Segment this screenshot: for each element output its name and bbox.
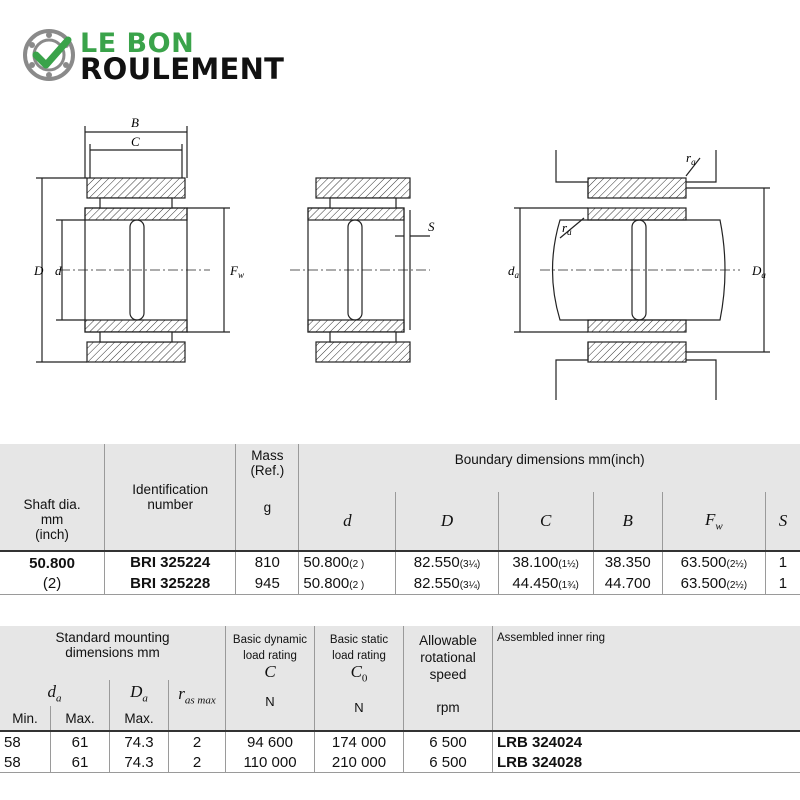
identification-header — [105, 444, 236, 551]
B-cell: 44.700 — [593, 573, 662, 595]
D-value: 82.550 — [413, 554, 460, 571]
S-cell: 1 — [765, 551, 800, 573]
Fw-cell — [662, 573, 765, 595]
da-max-cell: 61 — [51, 731, 110, 752]
fw-sub: w — [715, 520, 723, 533]
speed-cell: 6 500 — [404, 752, 493, 773]
Da-max-cell: 74.3 — [110, 752, 169, 773]
C-cell: 94 600 — [226, 731, 315, 752]
dim-d-label: d — [55, 263, 62, 278]
brand-line2: ROULEMENT — [80, 52, 285, 86]
d-value: 50.800 — [303, 554, 350, 571]
ras-symbol: r — [178, 684, 185, 703]
Da-sub: a — [142, 692, 148, 705]
shaft-dia-label: Shaft dia. — [23, 497, 81, 512]
C-inch: (1¾) — [558, 580, 579, 591]
shaft-mm-label: mm — [40, 512, 64, 527]
stat-sub: 0 — [361, 672, 368, 685]
mass-cell: 945 — [236, 573, 299, 595]
bearing-section-1 — [36, 126, 230, 362]
Da-header — [110, 680, 169, 706]
col-C-header: C — [498, 492, 593, 551]
stat-line1: Basic static — [329, 634, 389, 646]
D-value: 82.550 — [413, 575, 460, 592]
mount-line2: dimensions mm — [65, 645, 160, 660]
ident-line1: Identification — [132, 482, 209, 497]
da-min-cell: 58 — [4, 733, 21, 751]
D-cell — [396, 551, 498, 573]
C-value: 38.100 — [512, 554, 559, 571]
Fw-cell — [662, 551, 765, 573]
stat-unit: N — [354, 700, 364, 716]
C0-cell: 174 000 — [315, 731, 404, 752]
D-cell — [396, 573, 498, 595]
brand-logo — [22, 28, 302, 88]
mass-line1: Mass — [251, 448, 284, 463]
dim-B-label: B — [131, 115, 139, 130]
col-d-header: d — [299, 492, 396, 551]
C-inch: (1½) — [558, 559, 579, 570]
id-cell: BRI 325228 — [105, 573, 236, 595]
id-cell: BRI 325224 — [105, 551, 236, 573]
shaft-value-cell — [0, 551, 105, 595]
dim-Da-label: $D_a$ — [752, 263, 766, 280]
speed-cell: 6 500 — [404, 731, 493, 752]
dim-C-label: C — [131, 134, 140, 149]
dynamic-load-header — [226, 626, 315, 731]
shaft-inch-label: (inch) — [35, 527, 69, 542]
mounting-section — [514, 150, 770, 400]
col-D-header: D — [396, 492, 498, 551]
dim-da-label: $d_a$ — [508, 263, 519, 280]
d-inch: (2 ) — [349, 559, 365, 570]
S-cell: 1 — [765, 573, 800, 595]
dyn-line2: load rating — [243, 650, 297, 662]
dim-ra-bottom-label: $r_a$ — [562, 220, 572, 237]
stat-sym: C — [350, 662, 362, 681]
inner-ring-cell: LRB 324024 — [493, 731, 800, 752]
da-header — [0, 680, 110, 706]
shaft-value: 50.800 — [29, 555, 75, 572]
Fw-inch: (2½) — [726, 559, 748, 570]
d-value: 50.800 — [303, 575, 350, 592]
d-cell — [299, 551, 396, 573]
mass-unit: g — [263, 500, 272, 515]
ras-cell: 2 — [169, 752, 226, 773]
static-load-header — [315, 626, 404, 731]
speed-line1: Allowable — [419, 633, 477, 648]
dyn-symbol: C — [264, 662, 276, 681]
C-value: 44.450 — [512, 575, 559, 592]
table2-row — [0, 731, 800, 752]
B-cell: 38.350 — [593, 551, 662, 573]
mount-line1: Standard mounting — [55, 630, 170, 645]
speed-unit: rpm — [436, 700, 460, 715]
da-max-header: Max. — [51, 706, 110, 731]
C-cell — [498, 551, 593, 573]
mounting-ratings-table — [0, 626, 800, 773]
da-max-cell: 61 — [51, 752, 110, 773]
fw-symbol: F — [704, 509, 716, 529]
ras-header — [169, 680, 226, 731]
ident-line2: number — [147, 497, 194, 512]
inner-ring-header: Assembled inner ring — [493, 626, 800, 731]
C-cell: 110 000 — [226, 752, 315, 773]
d-inch: (2 ) — [349, 580, 365, 591]
stat-line2: load rating — [332, 650, 386, 662]
Da-max-cell: 74.3 — [110, 731, 169, 752]
dim-Fw-label: $F_w$ — [230, 263, 244, 280]
speed-header — [404, 626, 493, 731]
Fw-inch: (2½) — [726, 580, 748, 591]
col-B-header: B — [593, 492, 662, 551]
da-sub: a — [56, 692, 62, 705]
dyn-unit: N — [265, 694, 275, 709]
mass-cell: 810 — [236, 551, 299, 573]
Da-symbol: D — [130, 681, 143, 701]
dyn-line1: Basic dynamic — [232, 634, 308, 646]
D-inch: (3¼) — [459, 559, 481, 570]
mass-header — [236, 444, 299, 551]
da-symbol: d — [47, 681, 56, 701]
bearing-section-2 — [290, 178, 430, 362]
C-cell — [498, 573, 593, 595]
mounting-header — [0, 626, 226, 680]
inner-ring-cell: LRB 324028 — [493, 752, 800, 773]
da-min-cell: 58 — [4, 753, 21, 771]
speed-line2: rotational — [420, 650, 476, 665]
da-min-header: Min. — [0, 706, 51, 731]
C0-cell: 210 000 — [315, 752, 404, 773]
ras-cell: 2 — [169, 731, 226, 752]
dim-D-label: D — [34, 263, 44, 278]
Fw-value: 63.500 — [680, 575, 727, 592]
D-inch: (3¼) — [459, 580, 481, 591]
bearing-drawing — [0, 110, 800, 430]
table1-row — [0, 573, 800, 595]
bearing-check-icon — [22, 28, 76, 82]
boundary-dimensions-table — [0, 444, 800, 595]
mass-line2: (Ref.) — [250, 463, 285, 478]
d-cell — [299, 573, 396, 595]
Da-max-header: Max. — [110, 706, 169, 731]
table2-row — [0, 752, 800, 773]
shaft-inch: (2) — [42, 575, 62, 592]
speed-line3: speed — [429, 667, 467, 682]
stat-symbol — [319, 664, 399, 686]
shaft-dia-header — [0, 444, 105, 551]
dim-S-label: S — [428, 219, 435, 234]
Fw-value: 63.500 — [680, 554, 727, 571]
col-S-header: S — [765, 492, 800, 551]
ras-sub: as max — [184, 694, 216, 707]
brand-line1: LE BON — [80, 28, 195, 59]
col-Fw-header — [662, 492, 765, 551]
dim-ra-top-label: $r_a$ — [686, 150, 696, 167]
boundary-header: Boundary dimensions mm(inch) — [299, 444, 800, 492]
table1-row — [0, 551, 800, 573]
